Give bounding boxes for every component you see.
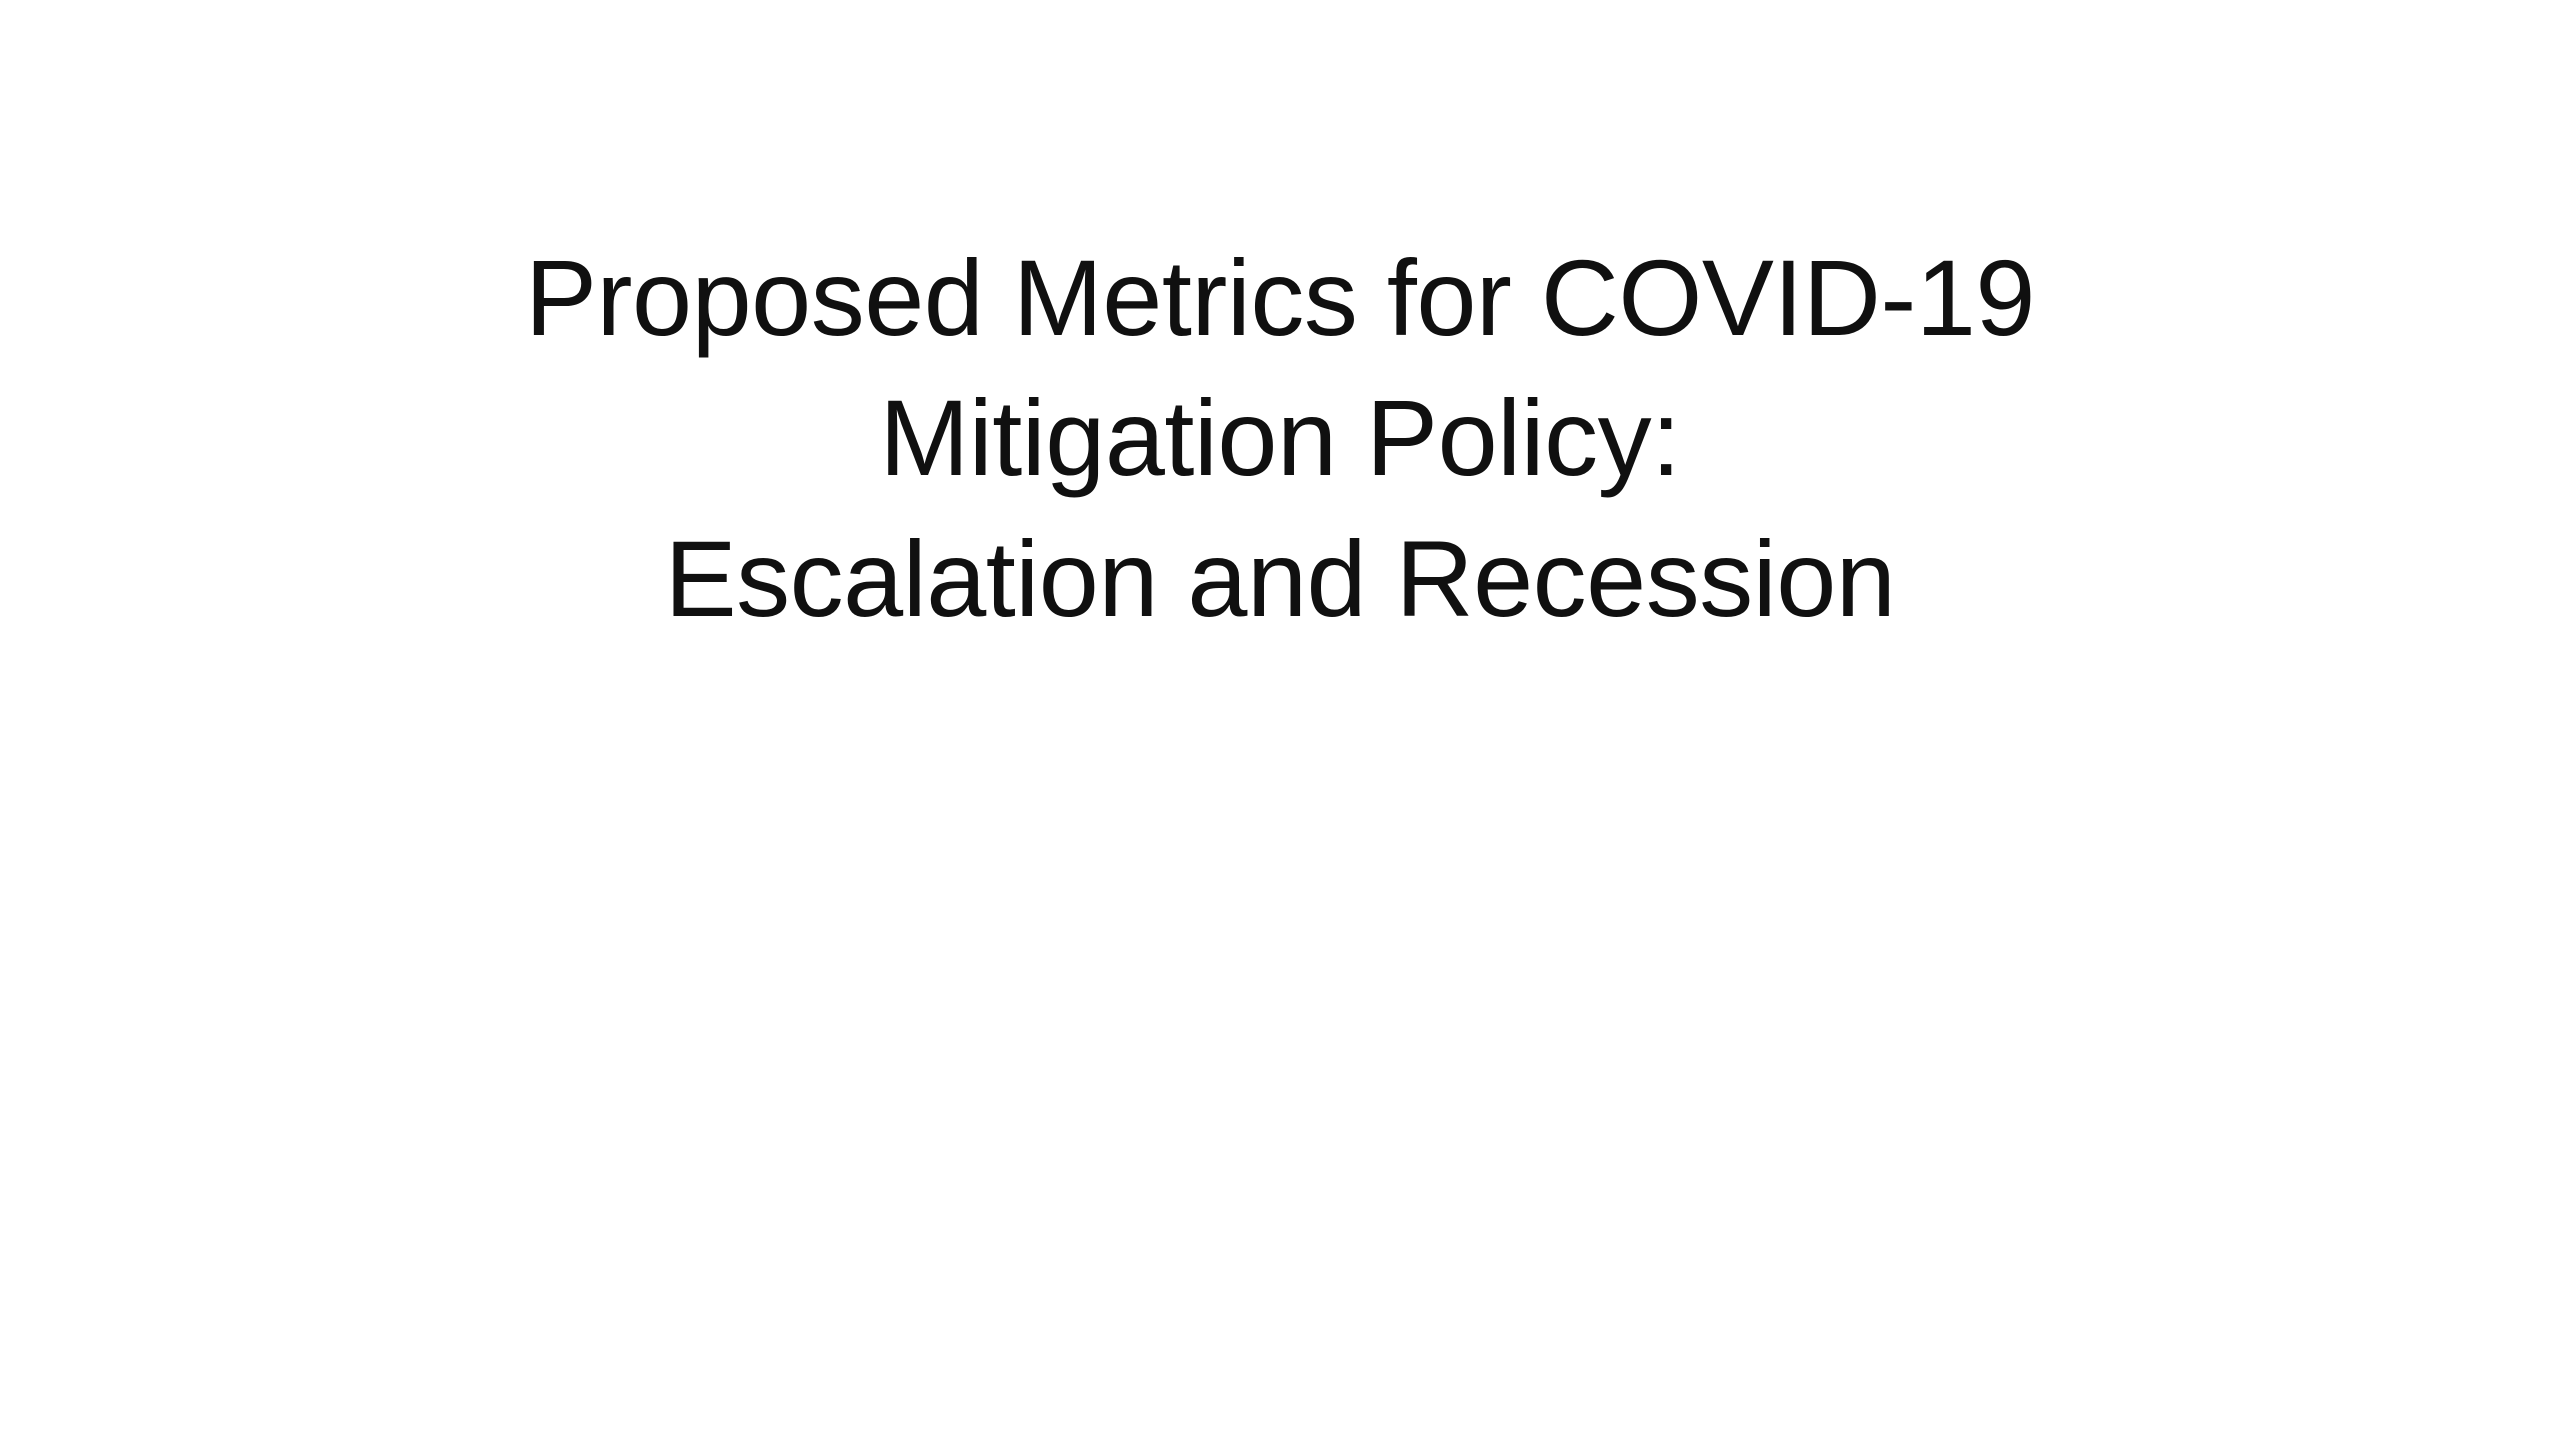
title-line-2: Mitigation Policy: (879, 377, 1681, 499)
slide-title (256, 228, 2304, 649)
title-line-1: Proposed Metrics for COVID-19 (525, 237, 2035, 358)
title-line-3: Escalation and Recession (664, 517, 1896, 639)
